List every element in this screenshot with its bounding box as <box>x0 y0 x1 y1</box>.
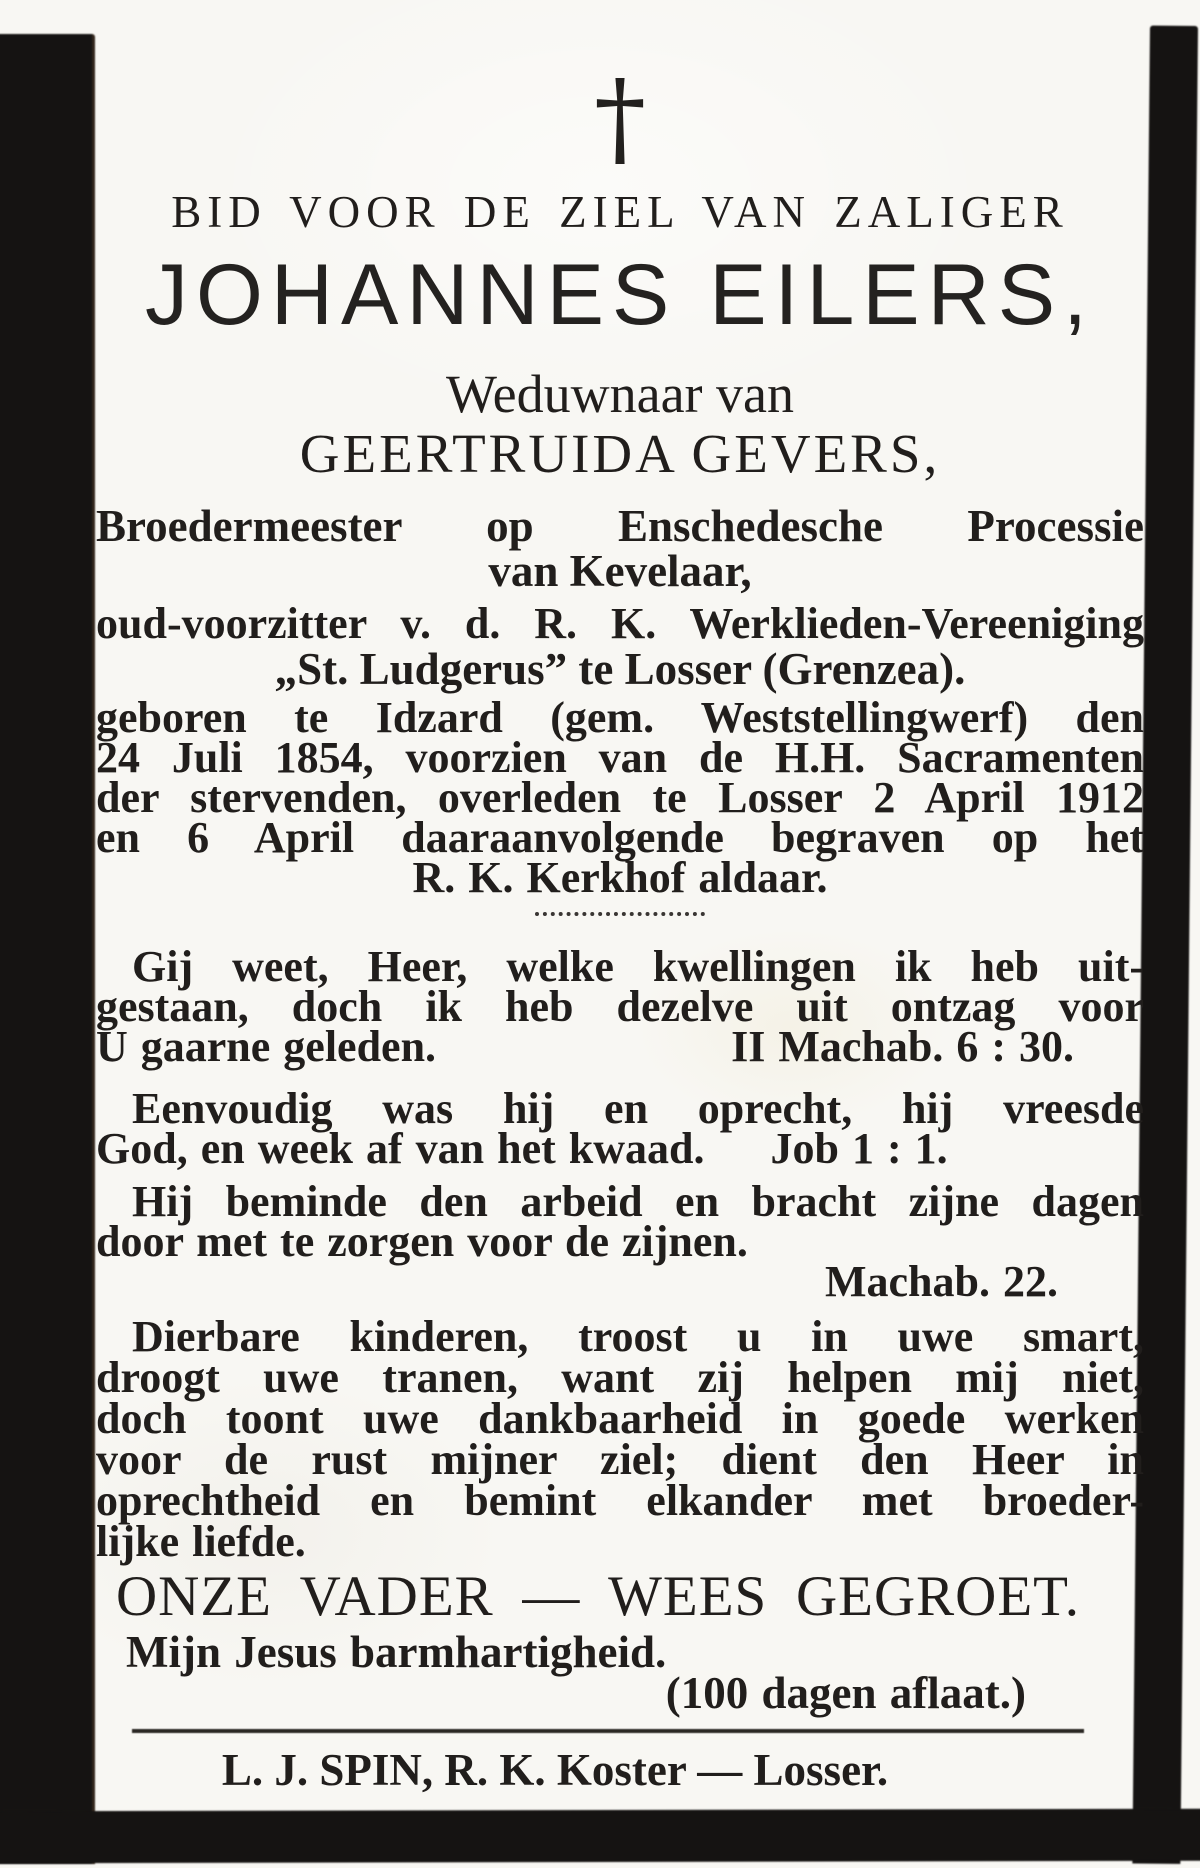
quote-line: U gaarne geleden. <box>96 1022 437 1071</box>
relation-line: Weduwnaar van <box>446 364 794 424</box>
dotted-divider <box>535 912 705 916</box>
prayer-main: ONZE VADER — WEES GEGROET. <box>116 1565 1080 1628</box>
message-line: lijke liefde. <box>96 1517 306 1566</box>
biography-line: 24 Juli 1854, voorzien van de H.H. Sacramenten <box>96 733 1144 782</box>
biography-line: en 6 April daaraanvolgende begraven op het <box>96 813 1144 862</box>
prayer-indulgence: (100 dagen aflaat.) <box>665 1668 1026 1718</box>
quote-line: gestaan, doch ik heb dezelve uit ontzag voor <box>96 982 1144 1031</box>
memorial-cross-icon: † <box>594 57 646 179</box>
message-line: voor de rust mijner ziel; dient den Heer in <box>96 1435 1144 1484</box>
biography-line: der stervenden, overleden te Losser 2 April 1912 <box>96 773 1144 822</box>
prayer-invocation: Mijn Jesus barmhartigheid. <box>126 1627 667 1677</box>
biography-line: R. K. Kerkhof aldaar. <box>412 853 828 902</box>
intro-line: BID VOOR DE ZIEL VAN ZALIGER <box>171 187 1069 237</box>
scripture-quote <box>96 1177 1144 1306</box>
biography-line: geboren te Idzard (gem. Weststellingwerf) den <box>96 693 1144 742</box>
quote-line: God, en week af van het kwaad. <box>96 1124 705 1173</box>
message-line: oprechtheid en bemint elkander met broeder- <box>96 1476 1144 1525</box>
title-line: Broedermeester op Enschedesche Processie <box>96 501 1144 551</box>
title-line: oud-voorzitter v. d. R. K. Werklieden-Vereeniging <box>96 599 1144 648</box>
quote-line: Eenvoudig was hij en oprecht, hij vreesde <box>132 1084 1144 1133</box>
scripture-quote <box>96 1084 1144 1173</box>
deceased-name: JOHANNES EILERS, <box>145 247 1095 343</box>
message-line: droogt uwe tranen, want zij helpen mij niet, <box>96 1353 1144 1402</box>
title-line: „St. Ludgerus” te Losser (Grenzea). <box>274 644 966 694</box>
title-line: van Kevelaar, <box>488 546 752 596</box>
printer-imprint: L. J. SPIN, R. K. Koster — Losser. <box>221 1745 889 1795</box>
quote-line: Gij weet, Heer, welke kwellingen ik heb uit- <box>132 942 1144 991</box>
message-line: Dierbare kinderen, troost u in uwe smart, <box>132 1312 1144 1361</box>
spouse-name: GEERTRUIDA GEVERS, <box>299 423 941 484</box>
separator-rule <box>132 1729 1084 1733</box>
message-paragraph <box>96 1312 1144 1566</box>
mourning-border-left <box>0 34 95 1864</box>
quote-source: II Machab. 6 : 30. <box>731 1022 1074 1071</box>
quote-line: door met te zorgen voor de zijnen. <box>96 1217 748 1266</box>
scripture-quote <box>96 942 1144 1071</box>
quote-source: Machab. 22. <box>825 1257 1058 1306</box>
quote-line: Hij beminde den arbeid en bracht zijne dagen <box>132 1177 1144 1226</box>
quote-source: Job 1 : 1. <box>770 1124 948 1173</box>
message-line: doch toont uwe dankbaarheid in goede werken <box>96 1394 1144 1443</box>
biography-paragraph <box>96 693 1144 902</box>
card-content <box>96 0 1144 1868</box>
